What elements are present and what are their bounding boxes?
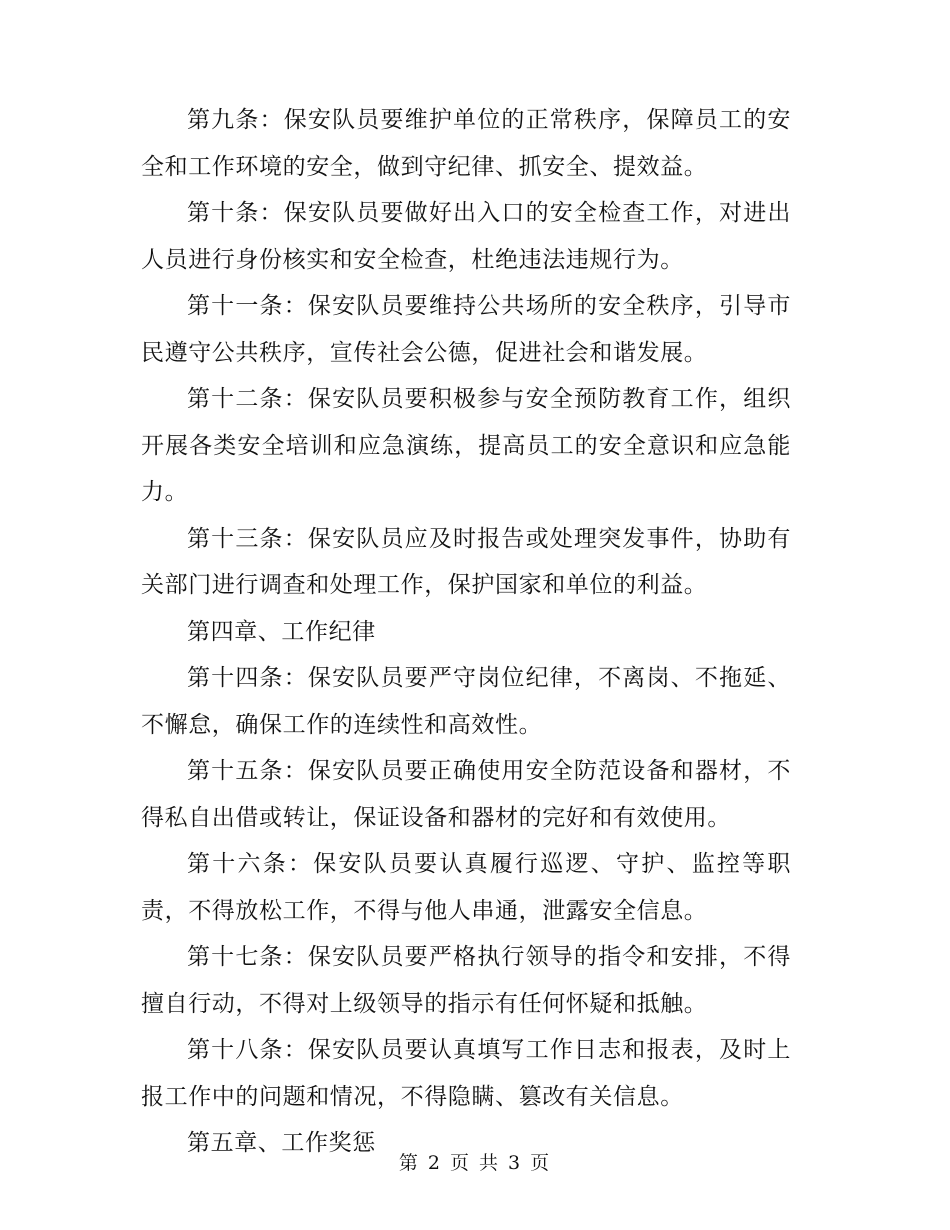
article-18: 第十八条：保安队员要认真填写工作日志和报表，及时上报工作中的问题和情况，不得隐瞒、篡改有关信息。 bbox=[141, 1037, 791, 1110]
article-12: 第十二条：保安队员要积极参与安全预防教育工作，组织开展各类安全培训和应急演练，提高员工的安全意识和应急能力。 bbox=[141, 386, 791, 505]
page-number-footer: 第 2 页 共 3 页 bbox=[398, 1152, 552, 1174]
article-17: 第十七条：保安队员要严格执行领导的指令和安排，不得擅自行动，不得对上级领导的指示有任何怀疑和抵触。 bbox=[141, 944, 791, 1017]
article-11: 第十一条：保安队员要维持公共场所的安全秩序，引导市民遵守公共秩序，宣传社会公德，促进社会和谐发展。 bbox=[141, 293, 791, 366]
article-16: 第十六条：保安队员要认真履行巡逻、守护、监控等职责，不得放松工作，不得与他人串通，泄露安全信息。 bbox=[141, 851, 791, 924]
chapter-4-heading: 第四章、工作纪律 bbox=[187, 618, 376, 645]
chapter-5-heading: 第五章、工作奖惩 bbox=[187, 1130, 376, 1156]
article-13: 第十三条：保安队员应及时报告或处理突发事件，协助有关部门进行调查和处理工作，保护国家和单位的利益。 bbox=[141, 525, 791, 598]
article-15: 第十五条：保安队员要正确使用安全防范设备和器材，不得私自出借或转让，保证设备和器材的完好和有效使用。 bbox=[141, 758, 791, 831]
article-14: 第十四条：保安队员要严守岗位纪律，不离岗、不拖延、不懈怠，确保工作的连续性和高效性。 bbox=[141, 665, 791, 738]
document-body bbox=[141, 97, 791, 1167]
article-9: 第九条：保安队员要维护单位的正常秩序，保障员工的安全和工作环境的安全，做到守纪律、抓安全、提效益。 bbox=[141, 107, 791, 180]
article-10: 第十条：保安队员要做好出入口的安全检查工作，对进出人员进行身份核实和安全检查，杜绝违法违规行为。 bbox=[141, 200, 791, 273]
